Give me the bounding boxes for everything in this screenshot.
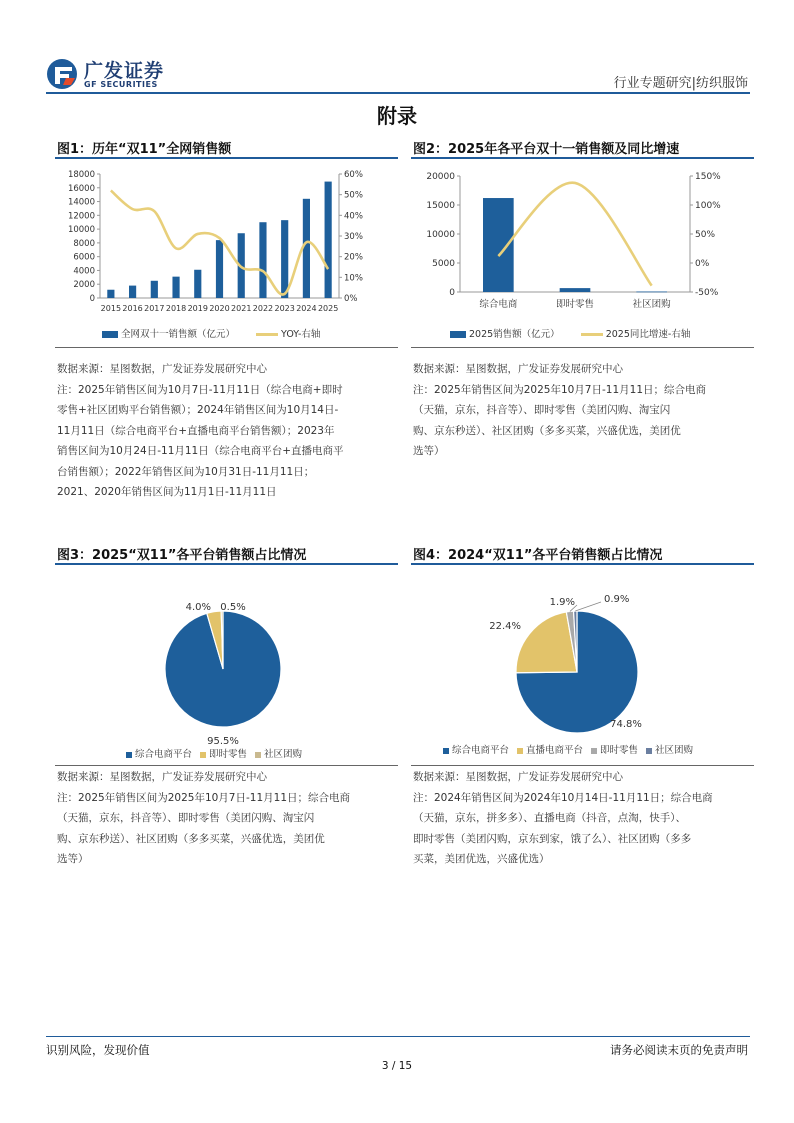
fig2-notes	[413, 359, 758, 462]
bar	[151, 281, 158, 298]
legend-item	[255, 749, 302, 760]
fig1-note-line: 11月11日（综合电商平台+直播电商平台销售额）；2023年	[57, 424, 335, 437]
right-tick-label: 10%	[344, 273, 363, 284]
x-tick-label: 2020	[209, 304, 230, 312]
legend-label: 社区团购	[655, 745, 694, 756]
bar	[303, 199, 310, 298]
brand-name-cn: 广发证券	[84, 60, 165, 82]
fig1-legend-line-label: YOY-右轴	[281, 329, 321, 340]
fig2-note-line: 购、京东秒送）、社区团购（多多买菜，兴盛优选，美团优	[413, 424, 681, 437]
left-tick-label: 20000	[426, 172, 455, 182]
fig2-note-line: （天猫，京东，抖音等）、即时零售（美团闪购、淘宝闪	[413, 404, 671, 416]
x-tick-label: 2015	[100, 304, 122, 312]
fig2-note-line: 注：2025年销售区间为2025年10月7日-11月11日；综合电商	[413, 383, 706, 396]
fig3-legend	[126, 746, 302, 760]
legend-swatch-line	[256, 333, 278, 336]
fig2-title: 图2：2025年各平台双十一销售额及同比增速	[413, 142, 680, 157]
fig2-note-line: 选等）	[413, 445, 445, 457]
fig1-notes	[57, 359, 402, 503]
fig3-note-line: （天猫，京东，抖音等）、即时零售（美团闪购、淘宝闪	[57, 812, 315, 824]
yoy-line	[498, 183, 651, 286]
fig3-note-line: 选等）	[57, 853, 89, 865]
left-tick-label: 15000	[426, 201, 455, 211]
right-tick-label: 40%	[344, 211, 363, 222]
legend-item	[646, 745, 693, 756]
fig4-chart	[411, 590, 756, 750]
bar	[281, 220, 288, 298]
fig3-chart	[55, 590, 400, 750]
right-tick-label: 20%	[344, 252, 363, 263]
legend-label: 直播电商平台	[526, 745, 584, 756]
left-tick-label: 6000	[73, 252, 95, 263]
fig1-note-line: 零售+社区团购平台销售额）；2024年销售区间为10月14日-	[57, 404, 339, 416]
legend-swatch	[591, 748, 597, 754]
fig2-legend-bar-label: 2025销售额（亿元）	[469, 329, 560, 340]
legend-swatch	[255, 752, 261, 758]
left-tick-label: 4000	[73, 266, 95, 277]
x-tick-label: 2025	[317, 304, 339, 312]
pie-value-label: 22.4%	[489, 621, 521, 632]
bar	[107, 290, 114, 298]
fig1-note-line: 注：2025年销售区间为10月7日-11月11日（综合电商+即时	[57, 383, 343, 396]
fig3-source: 数据来源：星图数据，广发证券发展研究中心	[57, 771, 267, 783]
fig2-bottom-rule	[411, 347, 754, 348]
x-tick-label: 2019	[187, 304, 208, 312]
pie-value-label: 74.8%	[610, 719, 642, 730]
legend-swatch-bar	[102, 331, 118, 338]
fig4-note-line: 即时零售（美团闪购，京东到家，饿了么）、社区团购（多多	[413, 832, 692, 845]
gf-logo-icon	[46, 58, 80, 90]
pie-value-label: 0.5%	[220, 602, 246, 613]
fig2-source: 数据来源：星图数据，广发证券发展研究中心	[413, 363, 623, 375]
fig2-legend	[450, 326, 690, 340]
pie-leader-line	[575, 602, 601, 611]
fig1-title: 图1：历年“双11”全网销售额	[57, 142, 232, 157]
left-tick-label: 10000	[67, 225, 95, 236]
legend-label: 社区团购	[264, 749, 303, 760]
right-tick-label: 0%	[344, 294, 358, 304]
legend-swatch	[126, 752, 132, 758]
fig4-bottom-rule	[411, 765, 754, 766]
legend-swatch-line	[581, 333, 603, 336]
legend-item	[443, 745, 509, 756]
right-tick-label: 150%	[695, 172, 721, 182]
legend-swatch	[443, 748, 449, 754]
bar	[194, 270, 201, 298]
fig1-note-line: 台销售额）；2022年销售区间为10月31日-11月11日；	[57, 465, 315, 478]
fig1-bottom-rule	[55, 347, 398, 348]
legend-label: 即时零售	[209, 749, 248, 760]
fig1-chart	[55, 162, 400, 312]
fig2-legend-line	[581, 329, 691, 340]
right-tick-label: 0%	[695, 259, 710, 269]
x-tick-label: 2023	[274, 304, 295, 312]
fig1-note-line: 销售区间为10月24日-11月11日（综合电商平台+直播电商平	[57, 445, 344, 457]
left-tick-label: 0	[89, 294, 95, 304]
left-tick-label: 18000	[67, 170, 95, 180]
bar	[636, 292, 667, 293]
fig1-note-line: 2021、2020年销售区间为11月1日-11月11日	[57, 486, 277, 498]
fig2-chart	[411, 162, 756, 312]
fig4-note-line: 买菜，美团优选，兴盛优选）	[413, 853, 550, 865]
left-tick-label: 0	[449, 288, 455, 298]
right-tick-label: 60%	[344, 170, 363, 180]
left-tick-label: 10000	[426, 230, 455, 240]
footer-divider	[46, 1036, 750, 1037]
legend-item	[591, 745, 638, 756]
brand-logo	[46, 56, 186, 92]
fig2-legend-bar	[450, 329, 560, 340]
report-type: 行业专题研究|纺织服饰	[613, 76, 748, 91]
legend-swatch-bar	[450, 331, 466, 338]
x-tick-label: 即时零售	[555, 299, 595, 310]
legend-item	[126, 749, 192, 760]
pie-value-label: 0.9%	[604, 594, 630, 605]
bar	[216, 240, 223, 298]
x-tick-label: 2021	[231, 304, 252, 312]
fig4-legend	[443, 742, 693, 756]
x-tick-label: 2022	[252, 304, 274, 312]
x-tick-label: 2018	[165, 304, 187, 312]
fig1-legend	[102, 326, 320, 340]
fig4-notes	[413, 767, 758, 870]
x-tick-label: 2017	[144, 304, 165, 312]
fig4-note-line: 注：2024年销售区间为2024年10月14日-11月11日；综合电商	[413, 791, 713, 804]
bar	[172, 277, 179, 298]
right-tick-label: 30%	[344, 232, 363, 242]
appendix-title: 附录	[377, 104, 417, 128]
x-tick-label: 2016	[122, 304, 143, 312]
fig4-source: 数据来源：星图数据，广发证券发展研究中心	[413, 771, 623, 783]
right-tick-label: 50%	[344, 190, 363, 201]
bar	[129, 286, 136, 298]
fig3-notes	[57, 767, 402, 870]
left-tick-label: 16000	[67, 183, 95, 194]
legend-label: 即时零售	[600, 745, 639, 756]
fig2-legend-line-label: 2025同比增速-右轴	[605, 329, 691, 340]
legend-label: 综合电商平台	[135, 749, 193, 760]
right-tick-label: -50%	[695, 288, 719, 298]
fig3-title-rule	[55, 563, 398, 565]
fig2-title-rule	[411, 157, 754, 159]
left-tick-label: 14000	[67, 197, 95, 208]
right-tick-label: 100%	[695, 201, 721, 211]
legend-swatch	[646, 748, 652, 754]
fig1-legend-bar-label: 全网双十一销售额（亿元）	[121, 329, 236, 340]
pie-value-label: 95.5%	[207, 736, 239, 747]
legend-label: 综合电商平台	[452, 745, 510, 756]
header-divider	[46, 92, 750, 94]
fig1-legend-line	[256, 329, 320, 340]
x-tick-label: 社区团购	[632, 299, 671, 310]
fig1-source: 数据来源：星图数据，广发证券发展研究中心	[57, 363, 267, 375]
fig3-note-line: 购、京东秒送）、社区团购（多多买菜，兴盛优选，美团优	[57, 832, 325, 845]
legend-item	[200, 749, 247, 760]
fig4-note-line: （天猫，京东，拼多多）、直播电商（抖音，点淘，快手）、	[413, 812, 686, 824]
fig4-title: 图4：2024“双11”各平台销售额占比情况	[413, 548, 663, 563]
left-tick-label: 12000	[67, 211, 95, 222]
x-tick-label: 综合电商	[479, 299, 518, 310]
left-tick-label: 8000	[73, 238, 95, 249]
fig3-note-line: 注：2025年销售区间为2025年10月7日-11月11日；综合电商	[57, 791, 350, 804]
right-tick-label: 50%	[695, 230, 716, 240]
bar	[560, 288, 591, 292]
x-tick-label: 2024	[296, 304, 317, 312]
footer-disclaimer: 请务必阅读末页的免责声明	[610, 1043, 748, 1057]
footer-slogan: 识别风险，发现价值	[46, 1043, 150, 1057]
legend-swatch	[517, 748, 523, 754]
fig1-title-rule	[55, 157, 398, 159]
pie-value-label: 4.0%	[185, 602, 211, 613]
page-number: 3 / 15	[381, 1060, 413, 1072]
left-tick-label: 2000	[73, 280, 95, 291]
pie-value-label: 1.9%	[549, 597, 575, 608]
bar	[259, 222, 266, 298]
brand-name-en: GF SECURITIES	[84, 80, 158, 89]
fig1-legend-bar	[102, 329, 235, 340]
legend-swatch	[200, 752, 206, 758]
bar	[325, 182, 332, 298]
left-tick-label: 5000	[432, 259, 455, 269]
bar	[483, 198, 514, 292]
legend-item	[517, 745, 583, 756]
fig3-title: 图3：2025“双11”各平台销售额占比情况	[57, 548, 307, 563]
fig4-title-rule	[411, 563, 754, 565]
fig3-bottom-rule	[55, 765, 398, 766]
